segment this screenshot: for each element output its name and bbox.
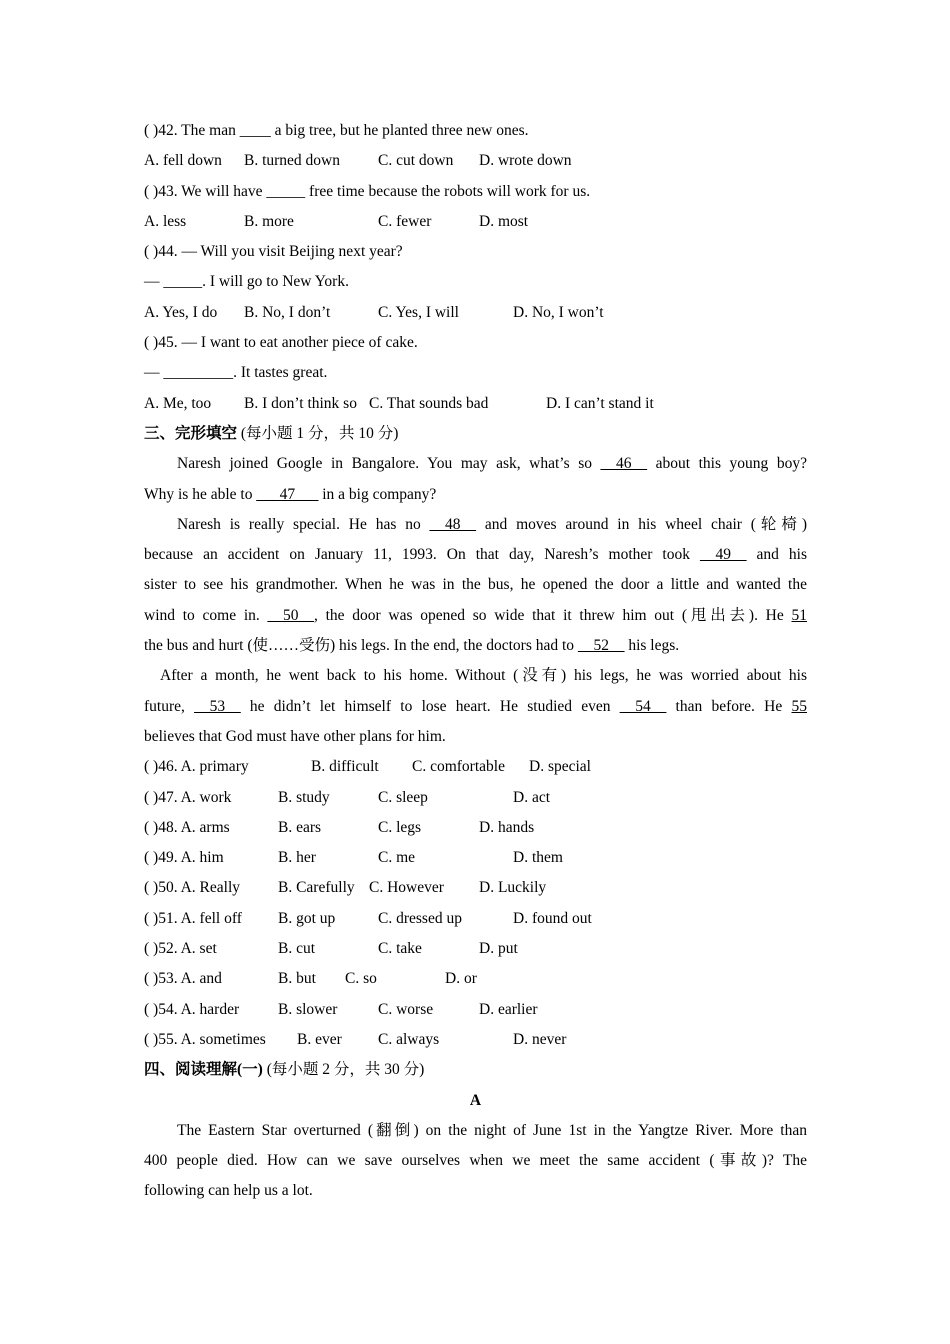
- cloze-options: [144, 752, 807, 1055]
- text: his legs.: [624, 637, 680, 655]
- cloze-row: [144, 843, 807, 873]
- option-b: B. slower: [278, 1000, 338, 1018]
- option-a: ( )48. A. arms: [144, 818, 230, 836]
- cloze-row: [144, 964, 807, 994]
- blank-51: 51: [791, 606, 807, 624]
- blank-52: __52__: [577, 637, 625, 655]
- question-reply: — _________. It tastes great.: [144, 364, 328, 382]
- text: Naresh joined Google in Bangalore. You may ask, what’s so: [177, 455, 601, 473]
- option-c: C. so: [345, 970, 377, 988]
- option-b: B. turned down: [244, 152, 341, 170]
- reading-line: The Eastern Star overturned (翻倒) on the night of June 1st in the Yangtze River. More than: [177, 1121, 807, 1139]
- option-d: D. them: [513, 849, 563, 867]
- option-b: B. study: [278, 788, 330, 806]
- passage-line: [144, 510, 807, 540]
- passage-line: sister to see his grandmother. When he was in the bus, he opened the door a little and wanted the: [144, 576, 807, 594]
- section-score: (每小题 1 分，共 10 分): [237, 424, 399, 442]
- cloze-row: [144, 873, 807, 903]
- passage-line: After a month, he went back to his home. Without (没有) his legs, he was worried about his: [160, 667, 807, 685]
- question-45-reply: [144, 358, 807, 388]
- section-title: 三、完形填空: [144, 424, 238, 442]
- option-a: A. fell down: [144, 152, 222, 170]
- option-a: ( )46. A. primary: [144, 758, 249, 776]
- option-a: ( )50. A. Really: [144, 879, 240, 897]
- option-d: D. earlier: [479, 1000, 538, 1018]
- text: and his: [746, 546, 807, 564]
- option-b: B. No, I don’t: [244, 303, 331, 321]
- section-title: 四、阅读理解(一): [144, 1061, 263, 1079]
- text: in a big company?: [318, 485, 437, 503]
- passage-line: believes that God must have other plans for him.: [144, 727, 446, 745]
- option-d: D. act: [513, 788, 551, 806]
- text: and moves around in his wheel chair (轮椅): [476, 515, 807, 533]
- option-c: C. take: [378, 940, 422, 958]
- question-44-options: [144, 298, 807, 328]
- option-c: C. always: [378, 1030, 440, 1048]
- option-c: C. worse: [378, 1000, 434, 1018]
- cloze-row: [144, 752, 807, 782]
- section-4-heading: [144, 1055, 807, 1085]
- option-b: B. Carefully: [278, 879, 355, 897]
- option-d: D. put: [479, 940, 518, 958]
- option-c: C. sleep: [378, 788, 428, 806]
- passage-line: [144, 601, 807, 631]
- option-c: C. That sounds bad: [369, 394, 489, 412]
- question-stem: ( )44. — Will you visit Beijing next year?: [144, 243, 403, 261]
- option-b: B. her: [278, 849, 316, 867]
- option-c: C. dressed up: [378, 909, 462, 927]
- blank-50: __50__: [267, 606, 314, 624]
- text: the bus and hurt (使……受伤) his legs. In the end, the doctors had to: [144, 637, 578, 655]
- passage-line: [144, 631, 807, 661]
- option-c: C. legs: [378, 818, 422, 836]
- blank-47: ___47___: [256, 485, 319, 503]
- passage-line: [144, 540, 807, 570]
- option-b: B. more: [244, 212, 294, 230]
- passage-line: [144, 692, 807, 722]
- question-stem: ( )45. — I want to eat another piece of cake.: [144, 334, 418, 352]
- option-a: ( )55. A. sometimes: [144, 1030, 266, 1048]
- option-d: D. never: [513, 1030, 567, 1048]
- text: Why is he able to: [144, 485, 257, 503]
- passage-line: [144, 480, 807, 510]
- option-d: D. special: [529, 758, 591, 776]
- question-44-reply: [144, 267, 807, 297]
- question-43-options: [144, 207, 807, 237]
- reading-line: following can help us a lot.: [144, 1182, 313, 1200]
- option-a: ( )52. A. set: [144, 940, 217, 958]
- option-c: C. However: [369, 879, 444, 897]
- question-stem: ( )42. The man ____ a big tree, but he planted three new ones.: [144, 122, 529, 139]
- option-d: D. or: [445, 970, 477, 988]
- option-a: ( )49. A. him: [144, 849, 224, 867]
- section-score: (每小题 2 分，共 30 分): [262, 1061, 425, 1079]
- cloze-row: [144, 783, 807, 813]
- option-b: B. but: [278, 970, 316, 988]
- question-45-options: [144, 389, 807, 419]
- text: about this young boy?: [647, 455, 807, 473]
- text: , the door was opened so wide that it threw him out (甩出去). He: [313, 606, 792, 624]
- option-d: D. Luckily: [479, 879, 547, 897]
- option-c: C. Yes, I will: [378, 303, 459, 321]
- option-a: A. Me, too: [144, 394, 212, 412]
- question-42: [144, 116, 807, 146]
- option-a: ( )54. A. harder: [144, 1000, 240, 1018]
- option-c: C. cut down: [378, 152, 454, 170]
- blank-46: __46__: [600, 455, 648, 473]
- cloze-row: [144, 934, 807, 964]
- cloze-row: [144, 904, 807, 934]
- text: than before. He: [666, 697, 792, 715]
- option-b: B. I don’t think so: [244, 394, 357, 412]
- option-d: D. wrote down: [479, 152, 572, 170]
- option-c: C. fewer: [378, 212, 432, 230]
- option-a: ( )47. A. work: [144, 788, 232, 806]
- text: because an accident on January 11, 1993. On that day, Naresh’s mother took: [144, 546, 700, 564]
- section-3-heading: [144, 419, 807, 449]
- blank-49: __49__: [700, 546, 747, 564]
- option-d: D. I can’t stand it: [546, 394, 654, 412]
- text: wind to come in.: [144, 606, 268, 624]
- option-d: D. most: [479, 212, 529, 230]
- option-c: C. comfortable: [412, 758, 505, 776]
- question-stem: ( )43. We will have _____ free time because the robots will work for us.: [144, 182, 591, 200]
- cloze-row: [144, 813, 807, 843]
- question-45: [144, 328, 807, 358]
- text: Naresh is really special. He has no: [177, 515, 430, 533]
- question-43: [144, 177, 807, 207]
- option-a: ( )53. A. and: [144, 970, 222, 988]
- option-a: A. Yes, I do: [144, 303, 218, 321]
- reading-line: 400 people died. How can we save ourselves when we meet the same accident (事故)? The: [144, 1152, 807, 1170]
- question-44: [144, 237, 807, 267]
- option-d: D. found out: [513, 909, 592, 927]
- question-42-options: [144, 146, 807, 176]
- option-d: D. No, I won’t: [513, 303, 604, 321]
- text: he didn’t let himself to lose heart. He studied even: [240, 697, 620, 715]
- option-b: B. difficult: [311, 758, 379, 776]
- option-a: A. less: [144, 212, 187, 230]
- option-b: B. ever: [297, 1030, 342, 1048]
- blank-55: 55: [791, 697, 807, 715]
- text: future,: [144, 697, 195, 715]
- option-c: C. me: [378, 849, 416, 867]
- exam-page: [144, 116, 807, 1207]
- option-a: ( )51. A. fell off: [144, 909, 242, 927]
- cloze-row: [144, 1025, 807, 1055]
- option-b: B. cut: [278, 940, 316, 958]
- option-b: B. got up: [278, 909, 336, 927]
- blank-54: __54__: [619, 697, 667, 715]
- blank-53: __53__: [194, 697, 241, 715]
- cloze-row: [144, 995, 807, 1025]
- passage-a-title: A: [469, 1091, 482, 1109]
- option-b: B. ears: [278, 818, 322, 836]
- question-reply: — _____. I will go to New York.: [144, 273, 349, 291]
- blank-48: __48__: [429, 515, 477, 533]
- passage-line: [144, 449, 807, 479]
- option-d: D. hands: [479, 818, 535, 836]
